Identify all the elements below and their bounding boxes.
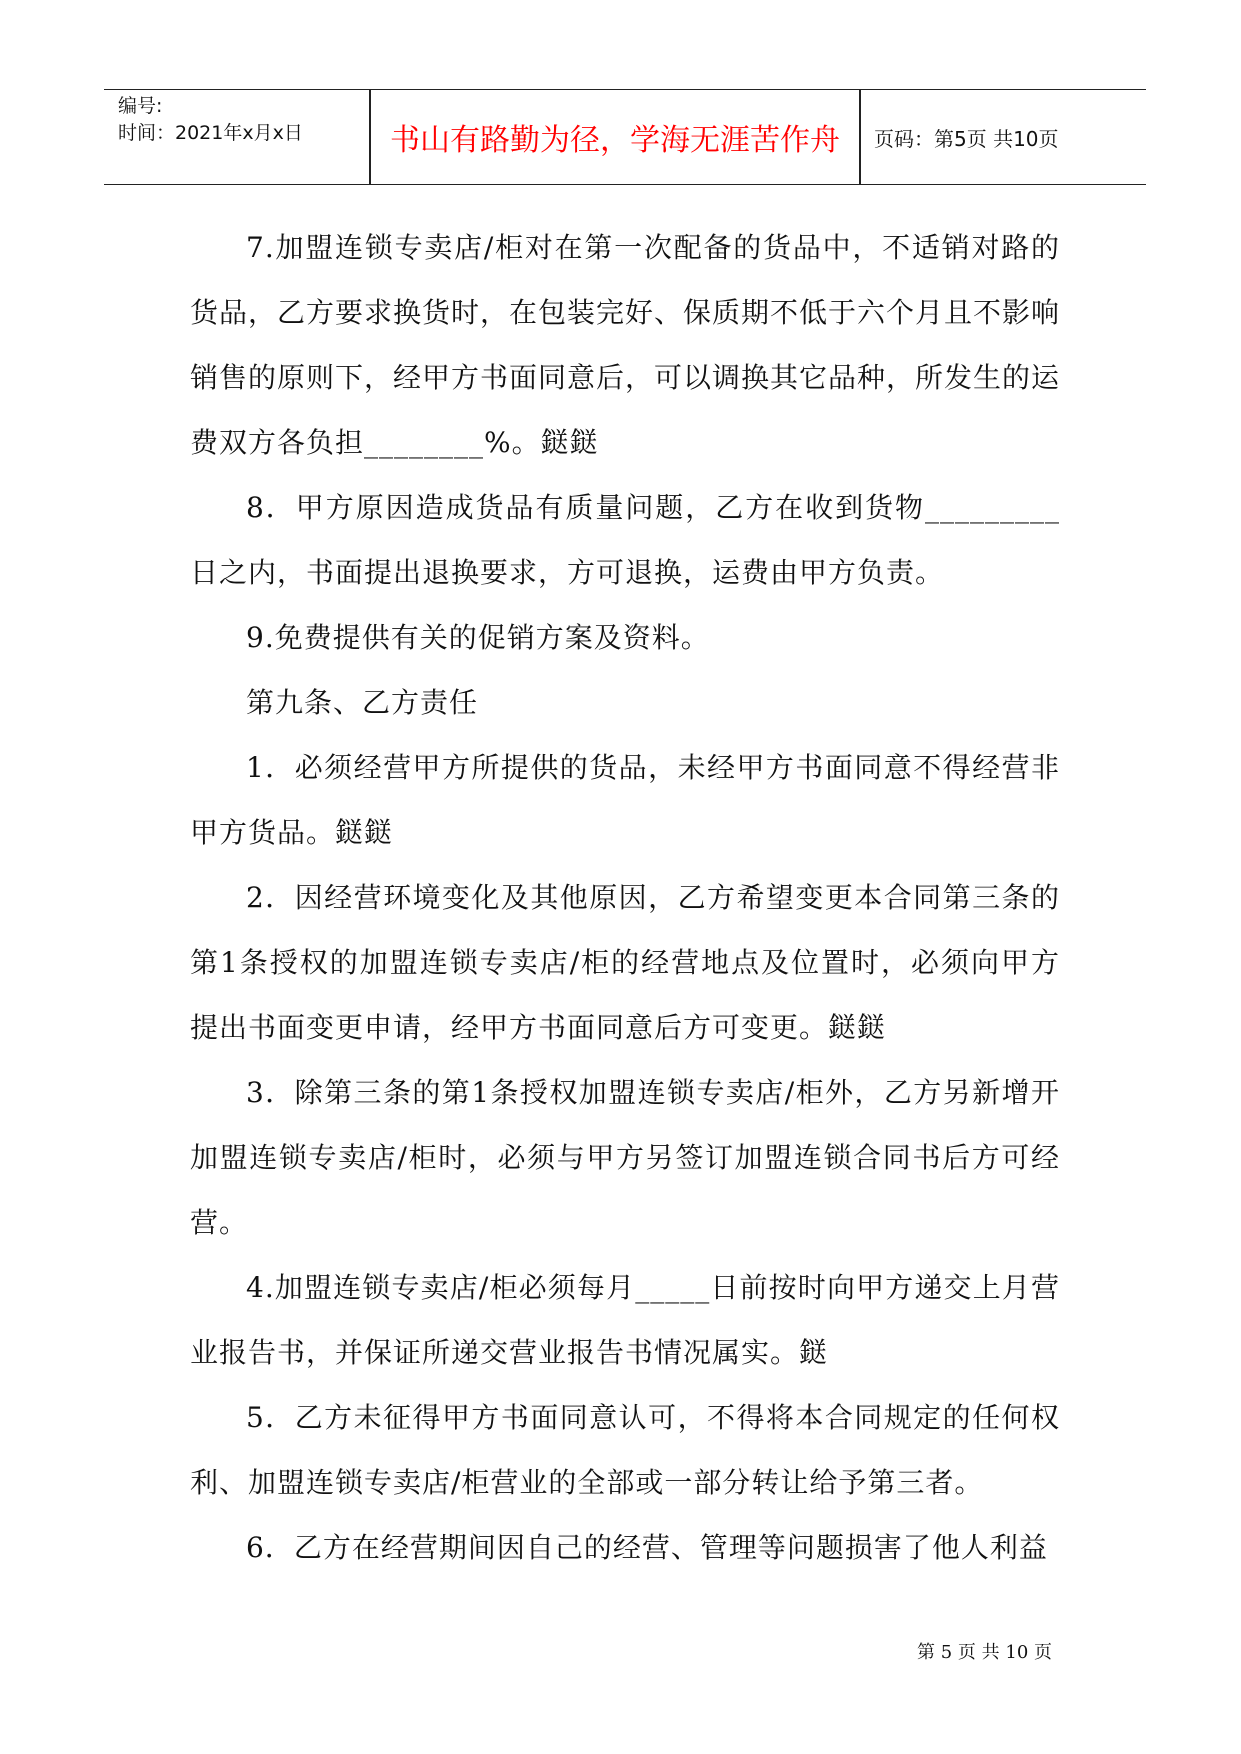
header-page-info: 页码：第5页 共10页 — [874, 126, 1059, 151]
clause-paragraph: 1．必须经营甲方所提供的货品，未经甲方书面同意不得经营非甲方货品。鎹鎹 — [190, 751, 1060, 849]
page-footer: 第 5 页 共 10 页 — [917, 1642, 1052, 1663]
clause-paragraph: 3．除第三条的第1条授权加盟连锁专卖店/柜外，乙方另新增开加盟连锁专卖店/柜时，必须与甲方另签订加盟连锁合同书后方可经营。 — [190, 1076, 1060, 1239]
section-heading: 第九条、乙方责任 — [246, 686, 479, 719]
clause-paragraph: 4.加盟连锁专卖店/柜必须每月_____日前按时向甲方递交上月营业报告书，并保证所递交营业报告书情况属实。鎹 — [190, 1271, 1060, 1369]
clause-paragraph: 5．乙方未征得甲方书面同意认可，不得将本合同规定的任何权利、加盟连锁专卖店/柜营业的全部或一部分转让给予第三者。 — [190, 1401, 1060, 1499]
document-body — [190, 215, 1060, 1580]
clause-paragraph: 7.加盟连锁专卖店/柜对在第一次配备的货品中，不适销对路的货品，乙方要求换货时，在包装完好、保质期不低于六个月且不影响销售的原则下，经甲方书面同意后，可以调换其它品种，所发生的运费双方各负担________%。鎹鎹 — [190, 231, 1061, 459]
document-number-label: 编号: — [118, 95, 163, 117]
clause-paragraph: 6．乙方在经营期间因自己的经营、管理等问题损害了他人利益 — [246, 1531, 1048, 1564]
header-divider — [859, 90, 861, 184]
header-motto: 书山有路勤为径，学海无涯苦作舟 — [390, 123, 840, 158]
document-time-label: 时间：2021年x月x日 — [118, 122, 303, 144]
clause-paragraph: 9.免费提供有关的促销方案及资料。 — [246, 621, 710, 654]
document-header — [104, 89, 1146, 185]
header-meta — [104, 90, 369, 184]
clause-paragraph: 2．因经营环境变化及其他原因，乙方希望变更本合同第三条的第1条授权的加盟连锁专卖店/柜的经营地点及位置时，必须向甲方提出书面变更申请，经甲方书面同意后方可变更。鎹鎹 — [190, 881, 1060, 1044]
clause-paragraph: 8．甲方原因造成货品有质量问题，乙方在收到货物_________日之内，书面提出退换要求，方可退换，运费由甲方负责。 — [190, 491, 1060, 589]
